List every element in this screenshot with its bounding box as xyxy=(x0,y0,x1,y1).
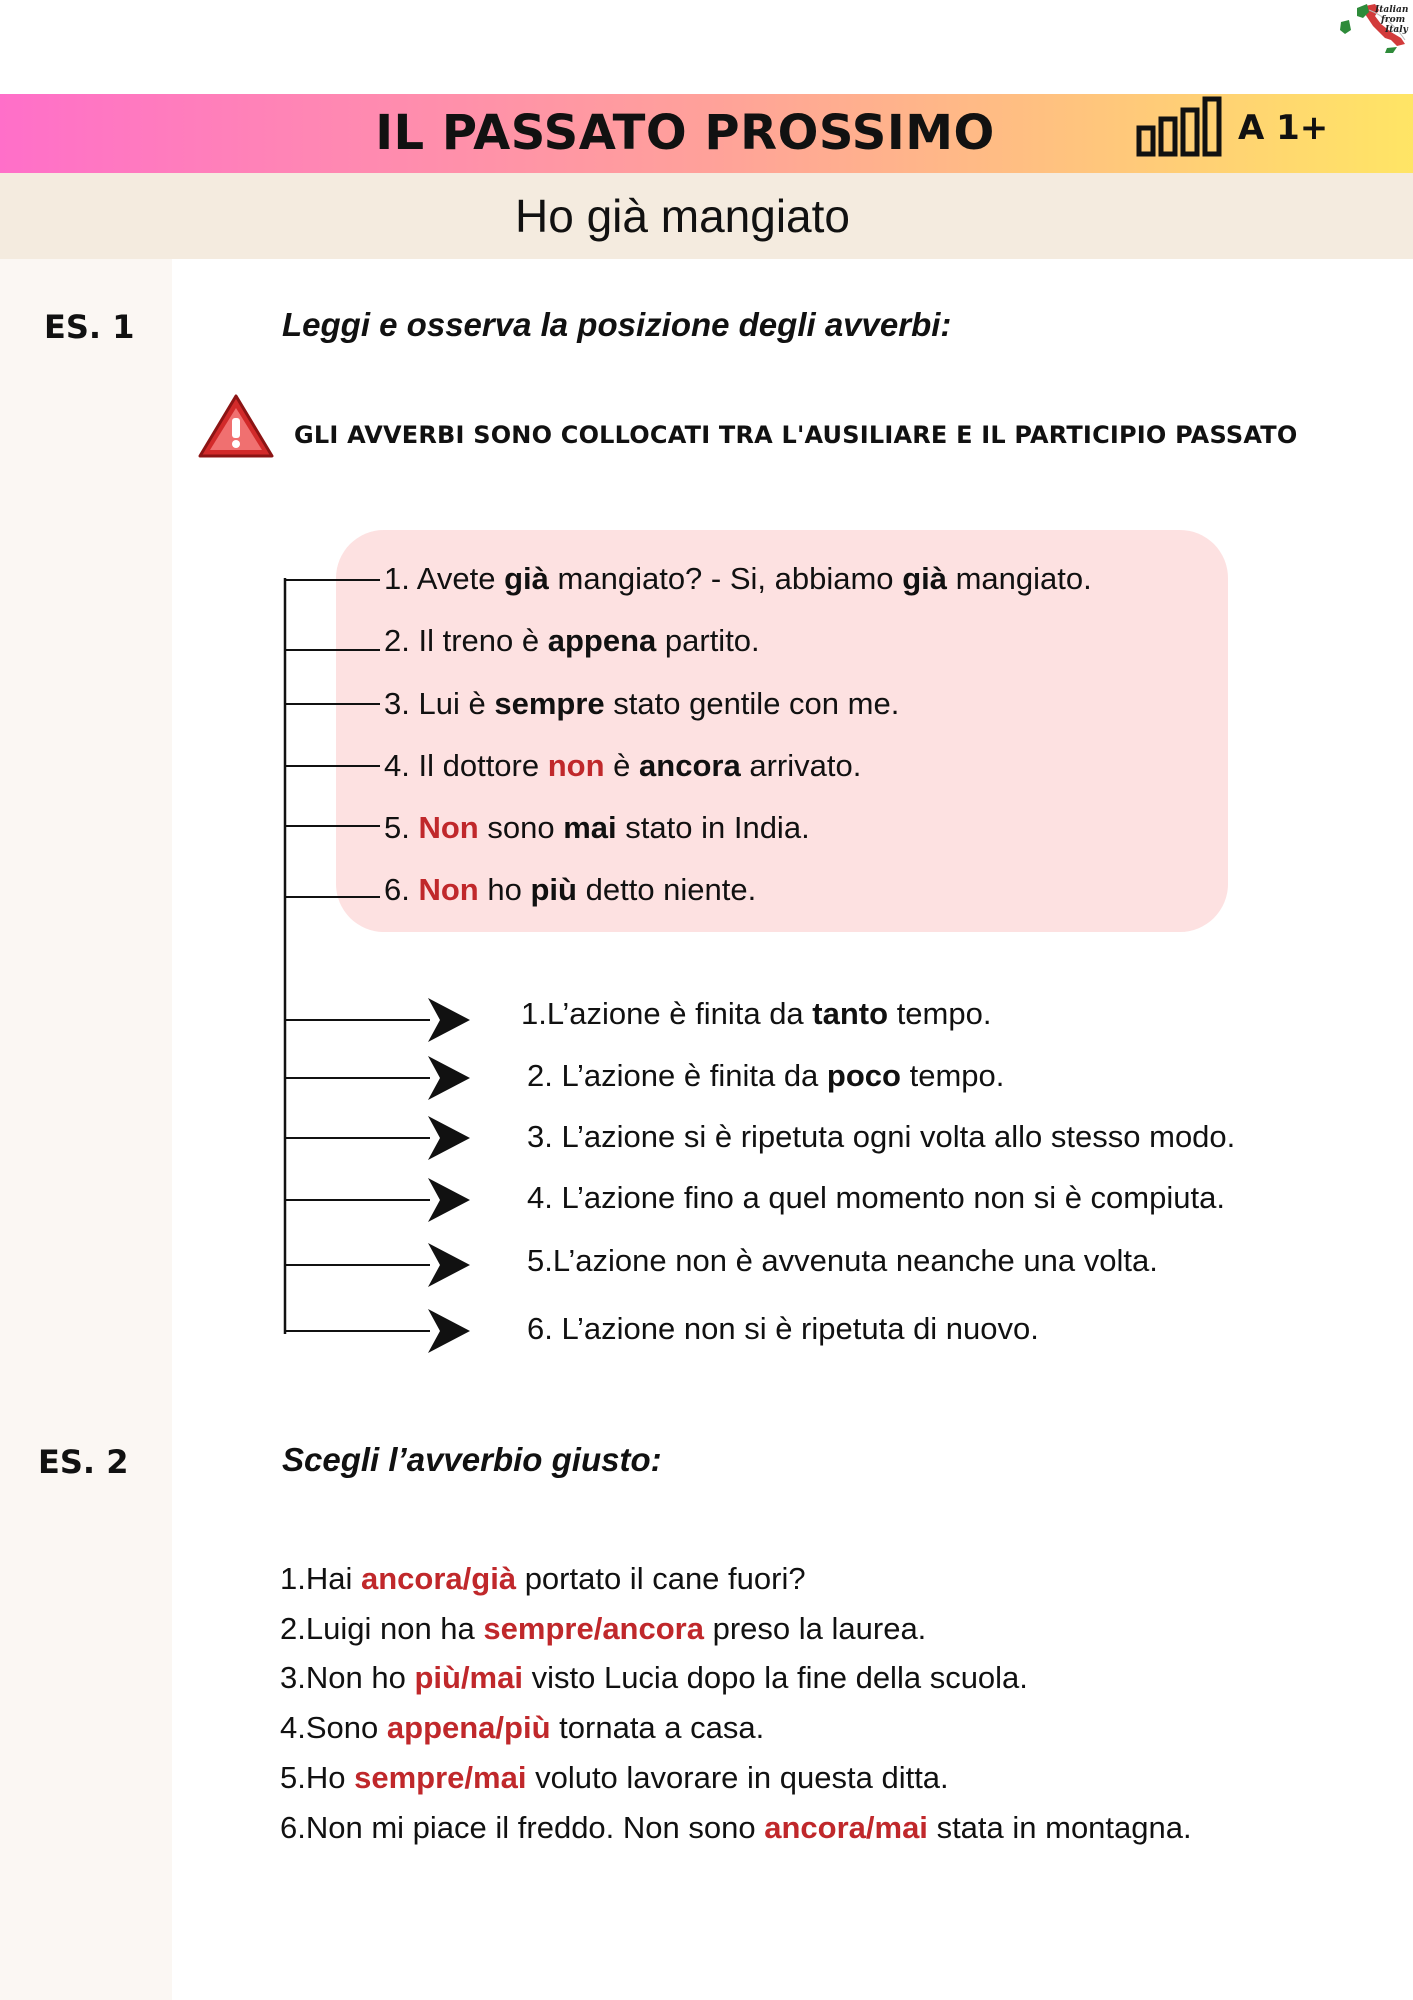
exercise-2-item-3: 3.Non ho più/mai visto Lucia dopo la fine della scuola. xyxy=(280,1660,1028,1695)
example-sentence-3: 3. Lui è sempre stato gentile con me. xyxy=(384,686,900,721)
exercise-1-label: ES. 1 xyxy=(44,308,135,346)
example-sentence-5: 5. Non sono mai stato in India. xyxy=(384,810,810,845)
level-label: A 1+ xyxy=(1238,108,1329,148)
exercise-1-instruction: Leggi e osserva la posizione degli avverbi: xyxy=(282,306,952,343)
example-sentence-4: 4. Il dottore non è ancora arrivato. xyxy=(384,748,862,783)
adverb-choice[interactable]: ancora/mai xyxy=(764,1810,928,1845)
logo-line-3: Italy xyxy=(1385,25,1408,35)
example-sentence-1: 1. Avete già mangiato? - Si, abbiamo già mangiato. xyxy=(384,561,1092,596)
meaning-1: 1.L’azione è finita da tanto tempo. xyxy=(521,996,992,1031)
exercise-2-item-6: 6.Non mi piace il freddo. Non sono ancora/mai stata in montagna. xyxy=(280,1810,1192,1845)
warning-rule: GLI AVVERBI SONO COLLOCATI TRA L'AUSILIARE E IL PARTICIPIO PASSATO xyxy=(294,421,1298,449)
exercise-2-item-4: 4.Sono appena/più tornata a casa. xyxy=(280,1710,765,1745)
exercise-2-item-2: 2.Luigi non ha sempre/ancora preso la laurea. xyxy=(280,1611,927,1646)
exercise-2-item-5: 5.Ho sempre/mai voluto lavorare in questa ditta. xyxy=(280,1760,949,1795)
meaning-5: 5.L’azione non è avvenuta neanche una volta. xyxy=(527,1243,1158,1278)
adverb-choice[interactable]: ancora/già xyxy=(361,1561,517,1596)
exercise-2-label: ES. 2 xyxy=(38,1443,129,1481)
page-subtitle: Ho già mangiato xyxy=(515,190,850,242)
example-sentence-6: 6. Non ho più detto niente. xyxy=(384,872,757,907)
adverb-choice[interactable]: più/mai xyxy=(414,1660,523,1695)
meaning-2: 2. L’azione è finita da poco tempo. xyxy=(527,1058,1005,1093)
meaning-4: 4. L’azione fino a quel momento non si è compiuta. xyxy=(527,1180,1225,1215)
example-sentence-2: 2. Il treno è appena partito. xyxy=(384,623,760,658)
meaning-6: 6. L’azione non si è ripetuta di nuovo. xyxy=(527,1311,1039,1346)
adverb-choice[interactable]: sempre/ancora xyxy=(483,1611,704,1646)
logo-line-1: Italian xyxy=(1375,5,1409,15)
page-title: IL PASSATO PROSSIMO xyxy=(375,105,995,161)
exercise-2-item-1: 1.Hai ancora/già portato il cane fuori? xyxy=(280,1561,806,1596)
meaning-3: 3. L’azione si è ripetuta ogni volta allo stesso modo. xyxy=(527,1119,1236,1154)
exercise-2-instruction: Scegli l’avverbio giusto: xyxy=(282,1441,662,1478)
adverb-choice[interactable]: sempre/mai xyxy=(354,1760,527,1795)
logo-line-2: from xyxy=(1381,15,1406,25)
adverb-choice[interactable]: appena/più xyxy=(386,1710,551,1745)
